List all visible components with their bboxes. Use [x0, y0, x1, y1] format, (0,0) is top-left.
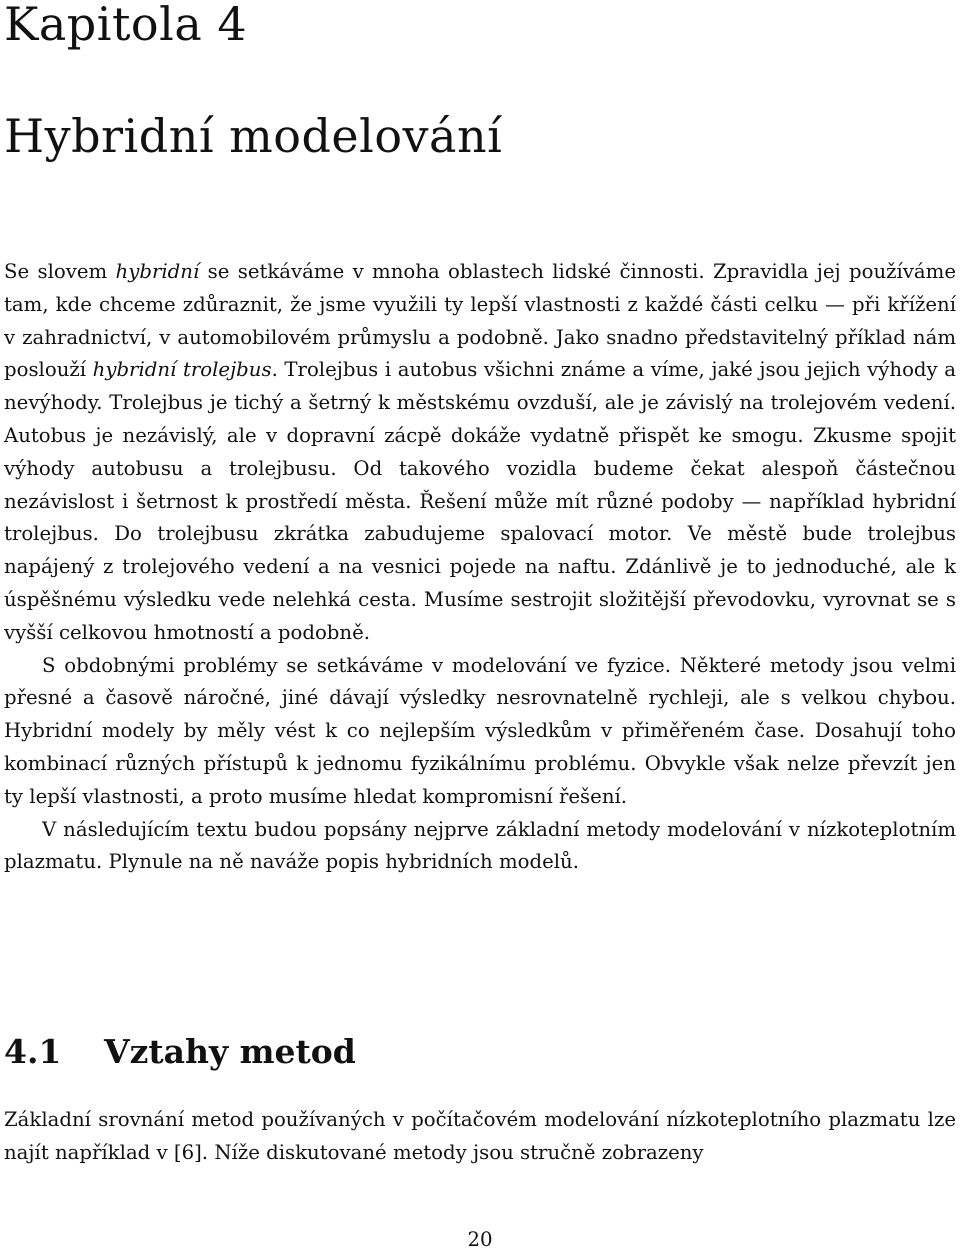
section-paragraph: Základní srovnání metod používaných v počítačovém modelování nízkoteplotního plazmatu lze najít například v [6]. Níže diskutované metody jsou stručně zobrazeny: [4, 1108, 956, 1164]
italic-term: hybridní: [115, 260, 200, 283]
page-number: 20: [467, 1228, 493, 1251]
text-run: se setkáváme v mnoha oblastech lidské činnosti. Zpravidla jej používáme tam, kde chceme zdůraznit, že jsme využili ty lepší vlastnosti z každé části celku — při křížení v zahradnictví, v automobilovém průmyslu a podobně. Jako snadno představitelný příklad nám poslouží: [4, 260, 956, 382]
text-run: Se slovem: [4, 260, 116, 283]
document-page: [4, 0, 958, 1255]
section-heading: [4, 1030, 356, 1074]
italic-term: hybridní trolejbus: [92, 358, 272, 382]
section-body: [4, 1104, 956, 1170]
paragraph-intro: [4, 256, 956, 650]
text-run: V následujícím textu budou popsány nejprve základní metody modelování v nízkoteplotním plazmatu. Plynule na ně naváže popis hybridních modelů.: [4, 817, 956, 874]
chapter-body: [4, 256, 956, 879]
paragraph-physics: [4, 650, 956, 814]
section-title: Vztahy metod: [104, 1032, 356, 1071]
text-run: S obdobnými problémy se setkáváme v modelování ve fyzice. Některé metody jsou velmi přesné a časově náročné, jiné dávají výsledky nesrovnatelně rychleji, ale s velkou chybou. Hybridní modely by měly vést k co nejlepším výsledkům v přiměřeném čase. Dosahují toho kombinací různých přístupů k jednomu fyzikálnímu problému. Obvykle však nelze převzít jen ty lepší vlastnosti, a proto musíme hledat kompromisní řešení.: [4, 653, 956, 808]
chapter-title: Hybridní modelování: [4, 109, 503, 163]
chapter-label: Kapitola 4: [4, 0, 248, 51]
paragraph-outline: [4, 814, 956, 880]
text-run: . Trolejbus i autobus všichni známe a víme, jaké jsou jejich výhody a nevýhody. Trolejbus je tichý a šetrný k městskému ovzduší, ale je závislý na trolejovém vedení. Autobus je nezávislý, ale v dopravní zácpě dokáže vydatně přispět ke smogu. Zkusme spojit výhody autobusu a trolejbusu. Od takového vozidla budeme čekat alespoň částečnou nezávislost i šetrnost k prostředí města. Řešení může mít různé podoby — například hybridní trolejbus. Do trolejbusu zkrátka zabudujeme spalovací motor. Ve městě bude trolejbus napájený z trolejového vedení a na vesnici pojede na naftu. Zdánlivě je to jednoduché, ale k úspěšnému výsledku vede nelehká cesta. Musíme sestrojit složitější převodovku, vyrovnat se s vyšší celkovou hmotností a podobně.: [4, 358, 956, 644]
section-number: 4.1: [4, 1032, 62, 1071]
